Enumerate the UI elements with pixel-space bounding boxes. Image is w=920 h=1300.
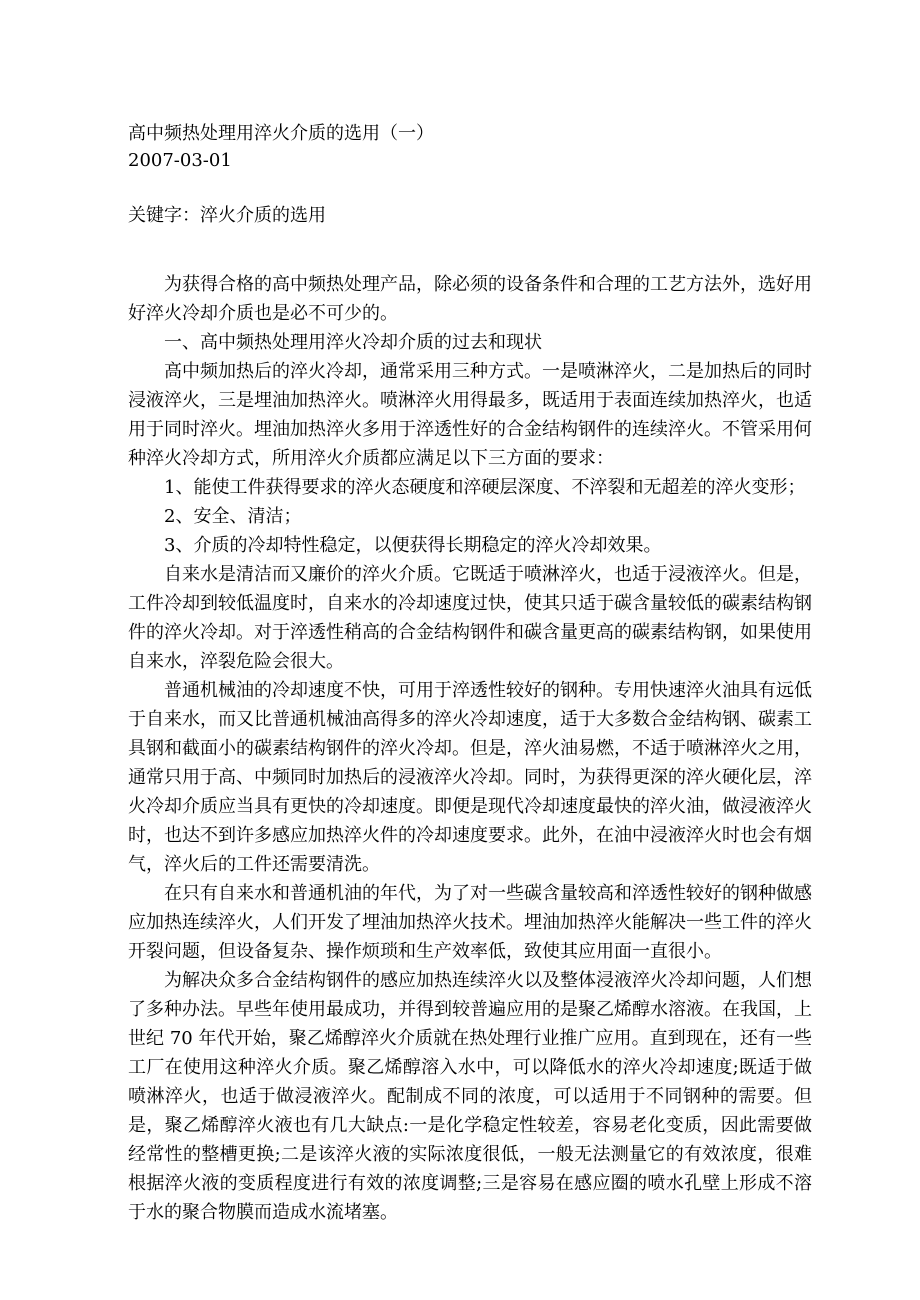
paragraph-quench-methods: 高中频加热后的淬火冷却，通常采用三种方式。一是喷淋淬火，二是加热后的同时浸液淬火，三是埋油加热淬火。喷淋淬火用得最多，既适用于表面连续加热淬火，也适用于同时淬火。埋油加热淬火多用于淬透性好的合金结构钢件的连续淬火。不管采用何种淬火冷却方式，所用淬火介质都应满足以下三方面的要求： — [128, 361, 812, 469]
document-title: 高中频热处理用淬火介质的选用（一） — [128, 123, 434, 144]
paragraph-machine-oil: 普通机械油的冷却速度不快，可用于淬透性较好的钢种。专用快速淬火油具有远低于自来水，而又比普通机械油高得多的淬火冷却速度，适于大多数合金结构钢、碳素工具钢和截面小的碳素结构钢件的淬火冷却。但是，淬火油易燃，不适于喷淋淬火之用，通常只用于高、中频同时加热后的浸液淬火冷却。同时，为获得更深的淬火硬化层，淬火冷却介质应当具有更快的冷却速度。即便是现代冷却速度最快的淬火油，做浸液淬火时，也达不到许多感应加热淬火件的冷却速度要求。此外，在油中浸液淬火时也会有烟气，淬火后的工件还需要清洗。 — [128, 680, 812, 875]
paragraph-tap-water: 自来水是清洁而又廉价的淬火介质。它既适于喷淋淬火，也适于浸液淬火。但是，工件冷却到较低温度时，自来水的冷却速度过快，使其只适于碳含量较低的碳素结构钢件的淬火冷却。对于淬透性稍高的合金结构钢件和碳含量更高的碳素结构钢，如果使用自来水，淬裂危险会很大。 — [128, 564, 812, 672]
paragraph-oil-heating: 在只有自来水和普通机油的年代，为了对一些碳含量较高和淬透性较好的钢种做感应加热连续淬火，人们开发了埋油加热淬火技术。埋油加热淬火能解决一些工件的淬火开裂问题，但设备复杂、操作烦琐和生产效率低，致使其应用面一直很小。 — [128, 883, 812, 962]
section-heading: 一、高中频热处理用淬火冷却介质的过去和现状 — [164, 332, 542, 353]
requirement-item-3: 3、介质的冷却特性稳定，以便获得长期稳定的淬火冷却效果。 — [164, 535, 662, 556]
paragraph-pva-solution: 为解决众多合金结构钢件的感应加热连续淬火以及整体浸液淬火冷却问题，人们想了多种办法。早些年使用最成功，并得到较普遍应用的是聚乙烯醇水溶液。在我国，上世纪 70 年代开始，聚乙烯醇淬火介质就在热处理行业推广应用。直到现在，还有一些工厂在使用这种淬火介质。聚乙烯醇溶入水中，可以降低水的淬火冷却速度;既适于做喷淋淬火，也适于做浸液淬火。配制成不同的浓度，可以适用于不同钢种的需要。但是，聚乙烯醇淬火液也有几大缺点:一是化学稳定性较差，容易老化变质，因此需要做经常性的整槽更换;二是该淬火液的实际浓度很低，一般无法测量它的有效浓度，很难根据淬火液的变质程度进行有效的浓度调整;三是容易在感应圈的喷水孔壁上形成不溶于水的聚合物膜而造成水流堵塞。 — [128, 970, 813, 1223]
spacer — [128, 229, 812, 270]
document-date: 2007-03-01 — [128, 150, 232, 171]
document-page — [128, 120, 812, 1227]
requirement-item-1: 1、能使工件获得要求的淬火态硬度和淬硬层深度、不淬裂和无超差的淬火变形； — [164, 477, 806, 498]
requirement-item-2: 2、安全、清洁； — [164, 506, 302, 527]
document-keywords: 关键字：淬火介质的选用 — [128, 205, 326, 226]
spacer — [128, 174, 812, 202]
paragraph-intro: 为获得合格的高中频热处理产品，除必须的设备条件和合理的工艺方法外，选好用好淬火冷却介质也是必不可少的。 — [128, 274, 812, 324]
